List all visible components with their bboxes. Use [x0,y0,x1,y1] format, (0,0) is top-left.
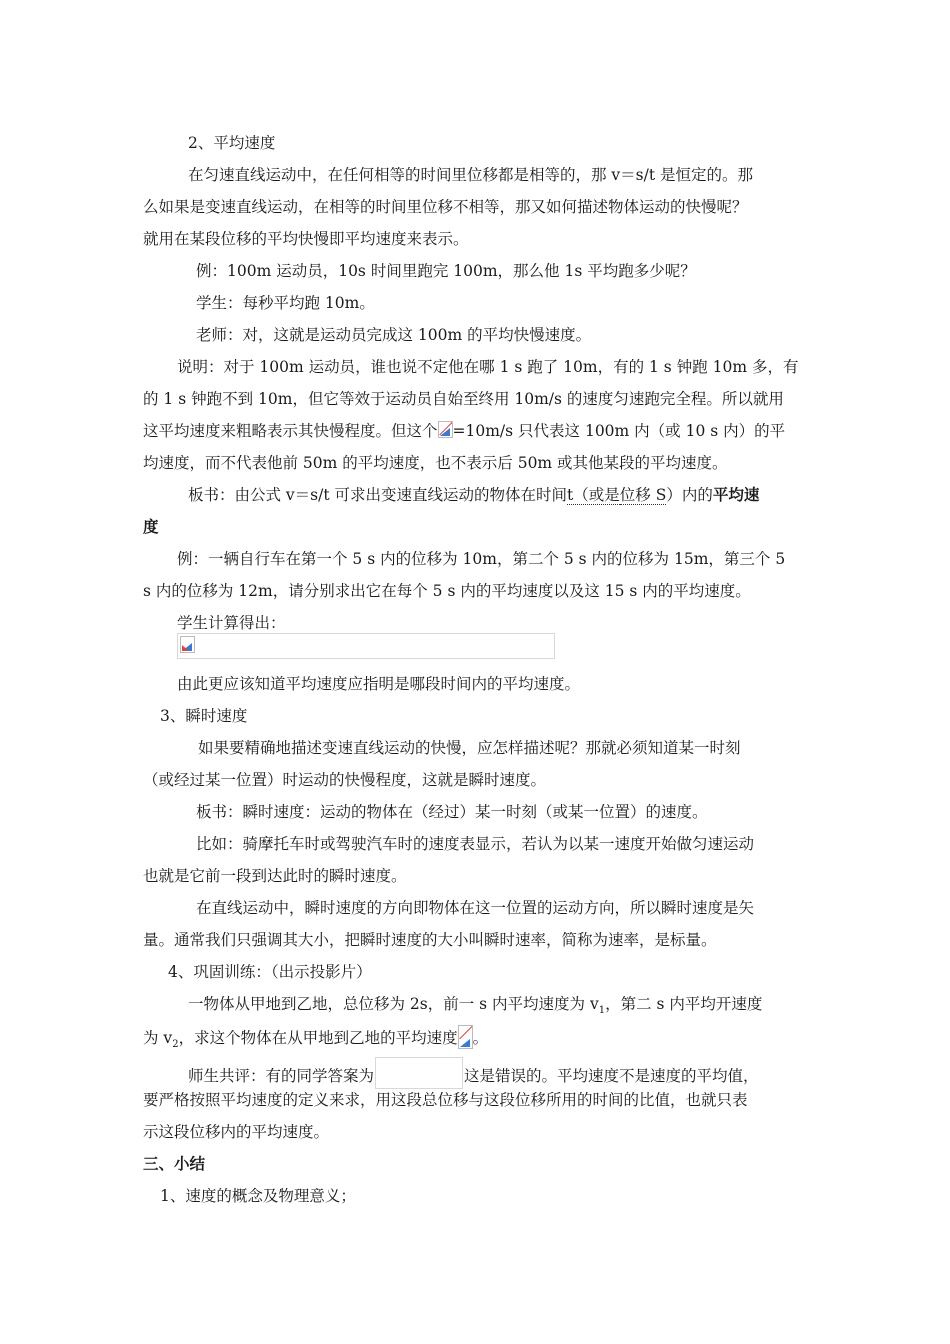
board-text-bold-continued: 度 [143,517,159,536]
paragraph-line: 在匀速直线运动中，在任何相等的时间里位移都是相等的，那 v＝s/t 是恒定的。那 [188,166,754,184]
question-line [143,1025,488,1056]
paragraph-line: 量。通常我们只强调其大小，把瞬时速度的大小叫瞬时速率，简称为速率，是标量。 [143,931,717,949]
example-line: s 内的位移为 12m，请分别求出它在每个 5 s 内的平均速度以及这 15 s 内的平均速度。 [143,582,751,600]
student-line: 学生：每秒平均跑 10m。 [196,294,375,312]
subscript: 2 [172,1039,179,1051]
note-line: 说明：对于 100m 运动员，谁也说不定他在哪 1 s 跑了 10m，有的 1 s 钟跑 10m 多，有 [177,358,799,376]
example-line: 比如：骑摩托车时或驾驶汽车时的速度表显示，若认为以某一速度开始做匀速运动 [196,835,755,853]
question-line [188,993,762,1022]
board-text-underlined: 位移 S [619,486,667,504]
note-line [143,420,785,442]
student-calc-label: 学生计算得出： [177,614,286,632]
review-text: 师生共评：有的同学答案为 [188,1067,375,1085]
board-text-underlined: t（或是 [567,486,620,504]
review-line: 示这段位移内的平均速度。 [143,1123,330,1141]
review-text: 这是错误的。平均速度不是速度的平均值， [464,1067,759,1085]
paragraph-line: 么如果是变速直线运动，在相等的时间里位移不相等，那又如何描述物体运动的快慢呢？ [143,198,748,216]
paragraph-line: 如果要精确地描述变速直线运动的快慢，应怎样描述呢？那就必须知道某一时刻 [198,739,741,757]
question-text: ，求这个物体在从甲地到乙地的平均速度 [178,1029,458,1047]
review-line [188,1057,759,1089]
summary-item: 1、速度的概念及物理意义； [160,1187,356,1205]
review-line: 要严格按照平均速度的定义来求，用这段总位移与这段位移所用的时间的比值，也就只表 [143,1091,748,1109]
example-line: 例：一辆自行车在第一个 5 s 内的位移为 10m，第二个 5 s 内的位移为 15m，第三个 5 [177,550,786,568]
calculation-image-frame [177,633,555,659]
board-text-bold: 平均速 [712,485,760,504]
section-heading-summary: 三、小结 [143,1154,206,1173]
note-line: 均速度，而不代表他前 50m 的平均速度，也不表示后 50m 或其他某段的平均速度。 [143,454,728,472]
question-text: 为 v [143,1029,173,1047]
note-text: 这平均速度来粗略表示其快慢程度。但这个 [143,422,438,440]
section-heading-instant-velocity: 3、瞬时速度 [160,707,248,725]
subscript: 1 [598,1005,606,1017]
formula-image-icon [458,1025,473,1049]
note-text: =10m/s 只代表这 100m 内（或 10 s 内）的平 [452,422,786,440]
question-text: 一物体从甲地到乙地，总位移为 2s，前一 s 内平均速度为 v [188,995,599,1013]
board-note-line [188,484,759,506]
board-text: 板书：由公式 v＝s/t 可求出变速直线运动的物体在时间 [188,486,568,504]
question-text: 。 [472,1029,489,1047]
paragraph-line: （或经过某一位置）时运动的快慢程度，这就是瞬时速度。 [143,771,547,789]
broken-image-icon [180,636,195,653]
answer-image-placeholder [375,1057,463,1089]
board-note-line: 板书：瞬时速度：运动的物体在（经过）某一时刻（或某一位置）的速度。 [196,803,708,821]
paragraph-line: 就用在某段位移的平均快慢即平均速度来表示。 [143,230,469,248]
example-line: 也就是它前一段到达此时的瞬时速度。 [143,867,407,885]
board-text: ）内的 [666,486,713,504]
paragraph-line: 在直线运动中，瞬时速度的方向即物体在这一位置的运动方向，所以瞬时速度是矢 [196,899,755,917]
formula-image-icon [438,421,453,438]
conclusion-line: 由此更应该知道平均速度应指明是哪段时间内的平均速度。 [177,675,581,693]
question-text: ，第二 s 内平均开速度 [605,995,763,1013]
section-heading-practice: 4、巩固训练：（出示投影片） [168,963,372,981]
section-heading-average-velocity: 2、平均速度 [188,134,276,152]
teacher-line: 老师：对，这就是运动员完成这 100m 的平均快慢速度。 [196,326,592,344]
example-line: 例：100m 运动员，10s 时间里跑完 100m，那么他 1s 平均跑多少呢？ [196,262,696,280]
note-line: 的 1 s 钟跑不到 10m，但它等效于运动员自始至终用 10m/s 的速度匀速跑完全程。所以就用 [143,390,784,408]
